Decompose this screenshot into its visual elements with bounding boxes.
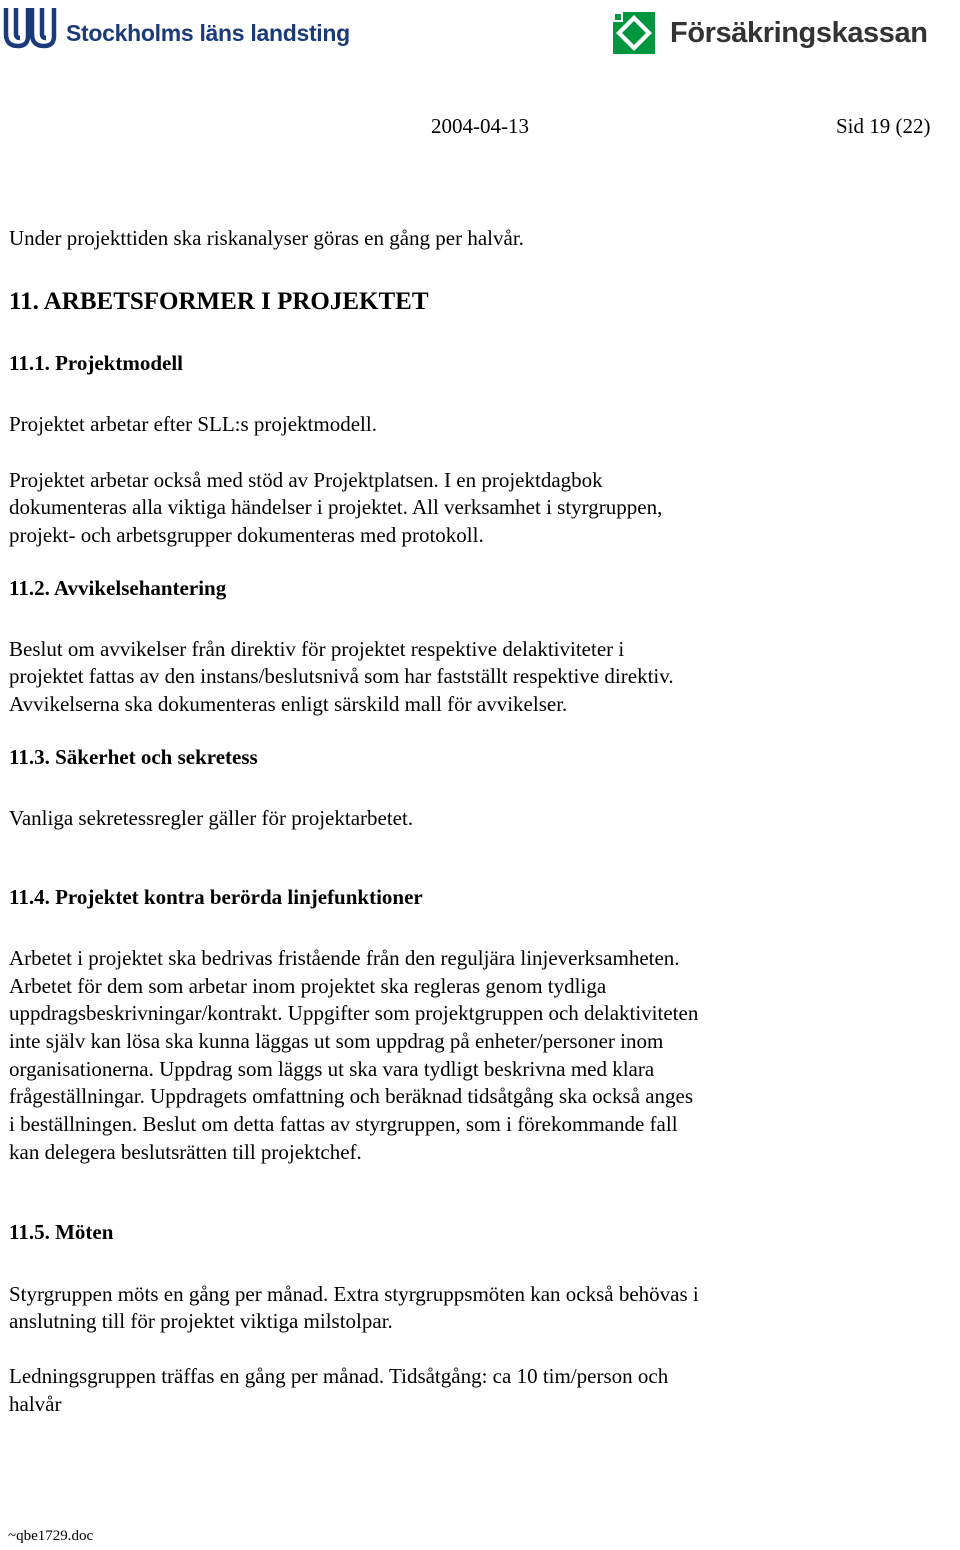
sll-logo-icon [2, 6, 58, 52]
footer-filename: ~qbe1729.doc [8, 1528, 94, 1544]
fk-logo-icon [612, 11, 656, 55]
text-line: Ledningsgruppen träffas en gång per månad. Tidsåtgång: ca 10 tim/person och [9, 1364, 669, 1388]
subsection-heading-sakerhet: 11.3. Säkerhet och sekretess [9, 745, 258, 769]
section-heading: 11. ARBETSFORMER I PROJEKTET [9, 288, 429, 315]
text-line: dokumenteras alla viktiga händelser i projektet. All verksamhet i styrgruppen, [9, 495, 663, 519]
text-line: projekt- och arbetsgrupper dokumenteras med protokoll. [9, 523, 484, 547]
page-number: Sid 19 (22) [836, 114, 931, 138]
subsection-heading-avvikelsehantering: 11.2. Avvikelsehantering [9, 576, 227, 600]
text-line: uppdragsbeskrivningar/kontrakt. Uppgifter som projektgruppen och delaktiviteten [9, 1001, 699, 1025]
subsection-heading-linjefunktioner: 11.4. Projektet kontra berörda linjefunktioner [9, 885, 423, 909]
subsection-heading-projektmodell: 11.1. Projektmodell [9, 351, 184, 375]
text-line: anslutning till för projektet viktiga milstolpar. [9, 1309, 393, 1333]
intro-text: Under projekttiden ska riskanalyser göras en gång per halvår. [9, 226, 524, 250]
text-line: Arbetet i projektet ska bedrivas fristående från den reguljära linjeverksamheten. [9, 946, 680, 970]
text-line: frågeställningar. Uppdragets omfattning och beräknad tidsåtgång ska också anges [9, 1084, 694, 1108]
fk-logo [612, 8, 928, 58]
paragraph-sakerhet: Vanliga sekretessregler gäller för projektarbetet. [9, 806, 414, 830]
sll-logo [2, 4, 350, 54]
paragraph-projektmodell-1: Projektet arbetar efter SLL:s projektmodell. [9, 412, 377, 436]
text-line: kan delegera beslutsrätten till projektchef. [9, 1140, 362, 1164]
text-line: Projektet arbetar också med stöd av Projektplatsen. I en projektdagbok [9, 468, 603, 492]
text-line: halvår [9, 1392, 62, 1416]
text-line: Beslut om avvikelser från direktiv för projektet respektive delaktiviteter i [9, 637, 625, 661]
subsection-heading-moten: 11.5. Möten [9, 1220, 114, 1244]
sll-logo-text: Stockholms läns landsting [66, 19, 350, 46]
text-line: Styrgruppen möts en gång per månad. Extra styrgruppsmöten kan också behövas i [9, 1282, 699, 1306]
text-line: Arbetet för dem som arbetar inom projektet ska regleras genom tydliga [9, 974, 607, 998]
text-line: inte själv kan lösa ska kunna läggas ut som uppdrag på enheter/personer inom [9, 1029, 664, 1053]
text-line: organisationerna. Uppdrag som läggs ut ska vara tydligt beskrivna med klara [9, 1057, 655, 1081]
text-line: projektet fattas av den instans/beslutsnivå som har fastställt respektive direktiv. [9, 664, 674, 688]
text-line: Avvikelserna ska dokumenteras enligt särskild mall för avvikelser. [9, 692, 568, 716]
fk-logo-text: Försäkringskassan [670, 16, 928, 49]
document-date: 2004-04-13 [431, 114, 529, 138]
text-line: i beställningen. Beslut om detta fattas av styrgruppen, som i förekommande fall [9, 1112, 678, 1136]
